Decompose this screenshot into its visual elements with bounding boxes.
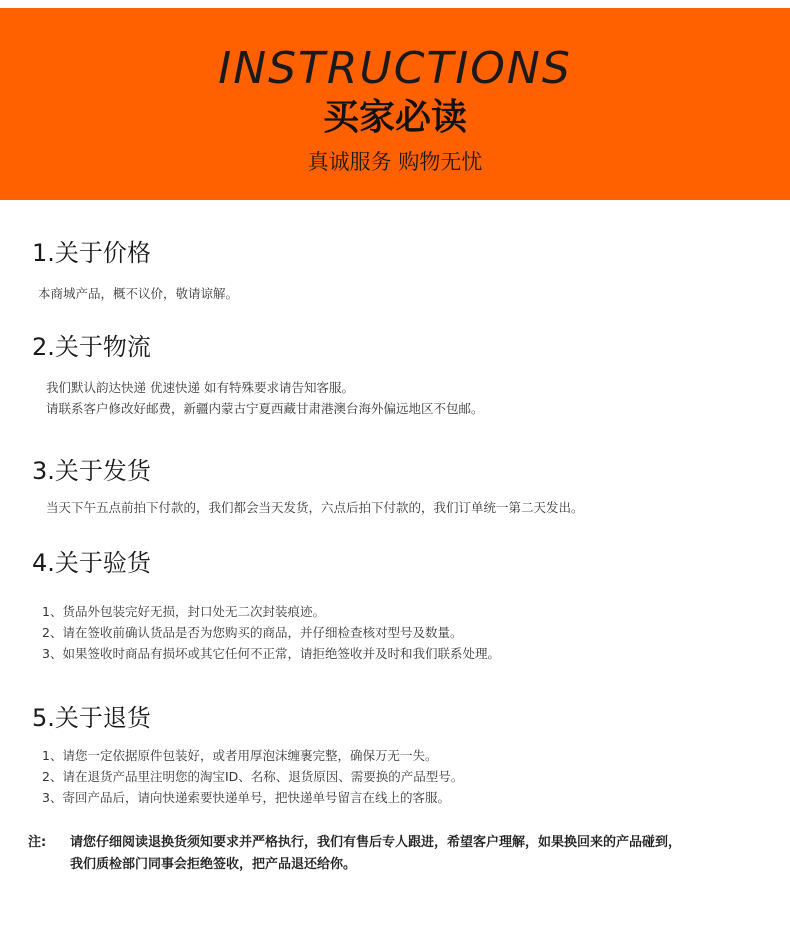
section-text-inspection-3: 3、如果签收时商品有损坏或其它任何不正常，请拒绝签收并及时和我们联系处理。 (42, 646, 500, 661)
section-text-inspection-2: 2、请在签收前确认货品是否为您购买的商品，并仔细检查核对型号及数量。 (42, 625, 463, 640)
note-text (70, 832, 782, 876)
banner-slogan: 真诚服务 购物无忧 (307, 150, 483, 174)
section-heading-returns: 5.关于退货 (32, 704, 151, 732)
header-banner (0, 8, 790, 200)
note-line-1: 请您仔细阅读退换货须知要求并严格执行，我们有售后专人跟进，希望客户理解，如果换回来的产品碰到， (70, 835, 682, 850)
section-text-price-1: 本商城产品，概不议价，敬请谅解。 (38, 286, 239, 301)
section-heading-shipping: 3.关于发货 (32, 457, 151, 485)
note-line-2: 我们质检部门同事会拒绝签收，把产品退还给你。 (70, 857, 357, 872)
section-heading-inspection: 4.关于验货 (32, 549, 151, 577)
section-text-logistics-2: 请联系客户修改好邮费，新疆内蒙古宁夏西藏甘肃港澳台海外偏远地区不包邮。 (46, 401, 484, 416)
banner-title: INSTRUCTIONS (218, 43, 572, 94)
section-text-inspection-1: 1、货品外包装完好无损，封口处无二次封装痕迹。 (42, 604, 325, 619)
section-text-returns-3: 3、寄回产品后，请向快递索要快递单号，把快递单号留言在线上的客服。 (42, 790, 450, 805)
section-heading-logistics: 2.关于物流 (32, 333, 151, 361)
note-label: 注: (28, 835, 47, 850)
banner-subtitle: 买家必读 (322, 97, 467, 138)
section-text-logistics-1: 我们默认韵达快递 优速快递 如有特殊要求请告知客服。 (46, 380, 354, 395)
section-text-shipping-1: 当天下午五点前拍下付款的，我们都会当天发货，六点后拍下付款的，我们订单统一第二天发出。 (46, 500, 584, 515)
section-heading-price: 1.关于价格 (32, 239, 151, 267)
section-text-returns-2: 2、请在退货产品里注明您的淘宝ID、名称、退货原因、需要换的产品型号。 (42, 769, 464, 784)
section-text-returns-1: 1、请您一定依据原件包装好，或者用厚泡沫缠裹完整，确保万无一失。 (42, 748, 438, 763)
